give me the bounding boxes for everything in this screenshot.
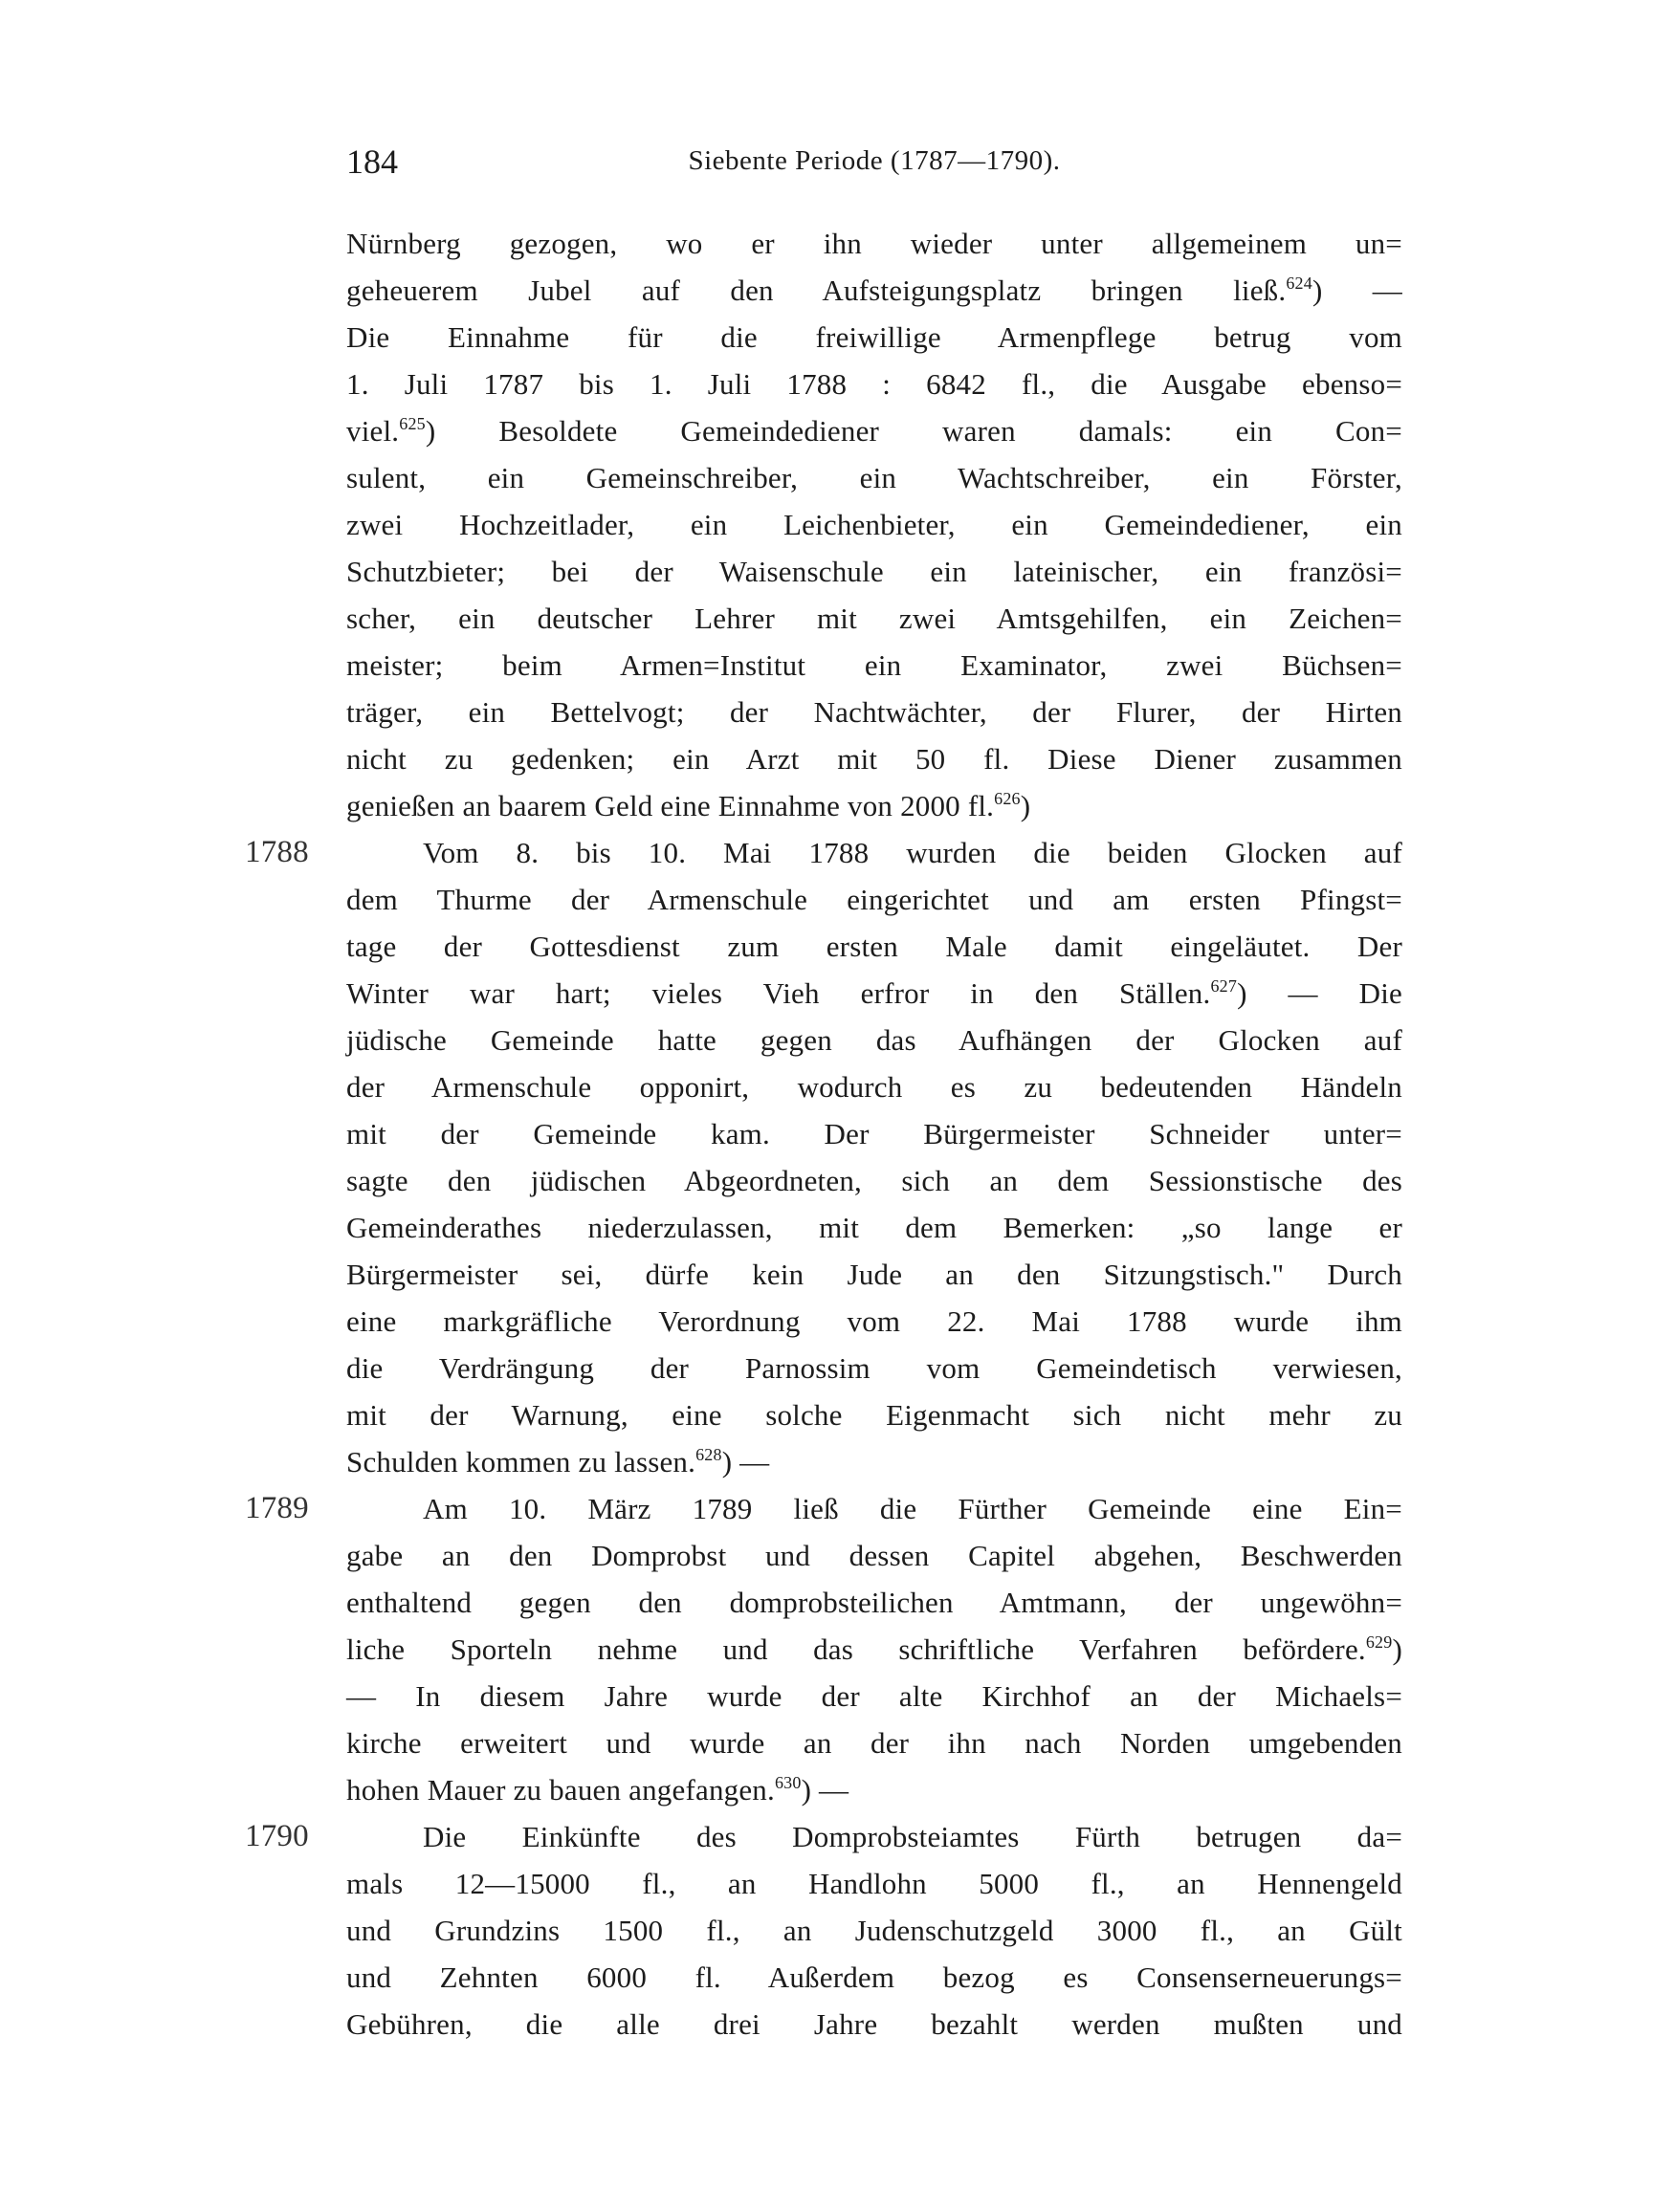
line-text: — In diesem Jahre wurde der alte Kirchhof an der Michaels=	[346, 1679, 1402, 1713]
line-text: liche Sporteln nehme und das schriftliche Verfahren befördere.	[346, 1632, 1366, 1666]
line-text: und Zehnten 6000 fl. Außerdem bezog es Consenserneuerungs=	[346, 1960, 1402, 1994]
line-text-after: ) —	[801, 1773, 849, 1807]
line-text: mals 12—15000 fl., an Handlohn 5000 fl., an Hennengeld	[346, 1867, 1402, 1900]
line-text: Die Einnahme für die freiwillige Armenpflege betrug vom	[346, 320, 1402, 354]
line-text: geheuerem Jubel auf den Aufsteigungsplatz bringen ließ.	[346, 274, 1287, 307]
line-text-after: ) — Die	[1237, 976, 1402, 1010]
line-text: mit der Gemeinde kam. Der Bürgermeister Schneider unter=	[346, 1117, 1402, 1150]
line-text: dem Thurme der Armenschule eingerichtet und am ersten Pfingst=	[346, 883, 1402, 916]
line-text: genießen an baarem Geld eine Einnahme von 2000 fl.	[346, 789, 995, 822]
page-header	[346, 142, 1402, 189]
text-line	[346, 1532, 1402, 1579]
line-text: Schutzbieter; bei der Waisenschule ein lateinischer, ein französi=	[346, 555, 1402, 588]
line-text: Gebühren, die alle drei Jahre bezahlt werden mußten und	[346, 2007, 1402, 2041]
footnote-ref: 626	[994, 789, 1021, 808]
line-text-after: )	[1020, 789, 1031, 822]
text-line	[346, 1251, 1402, 1298]
text-line	[346, 1954, 1402, 2001]
text-line	[346, 267, 1402, 314]
line-text: hohen Mauer zu bauen angefangen.	[346, 1773, 775, 1807]
text-line	[346, 501, 1402, 548]
text-line	[346, 1766, 1402, 1813]
text-line	[346, 1298, 1402, 1345]
text-line	[346, 595, 1402, 642]
footnote-ref: 627	[1210, 976, 1238, 996]
footnote-ref: 625	[399, 414, 426, 433]
text-line	[346, 1579, 1402, 1626]
footnote-ref: 628	[695, 1445, 722, 1464]
text-line	[346, 548, 1402, 595]
line-text: Winter war hart; vieles Vieh erfror in den Ställen.	[346, 976, 1211, 1010]
line-text-after: ) —	[721, 1445, 770, 1478]
line-text: kirche erweitert und wurde an der ihn nach Norden umgebenden	[346, 1726, 1402, 1760]
text-line	[346, 1907, 1402, 1954]
text-line	[346, 876, 1402, 923]
text-line	[346, 1673, 1402, 1719]
line-text: sagte den jüdischen Abgeordneten, sich an dem Sessionstische des	[346, 1164, 1402, 1197]
line-text: und Grundzins 1500 fl., an Judenschutzgeld 3000 fl., an Gült	[346, 1914, 1402, 1947]
line-text: Nürnberg gezogen, wo er ihn wieder unter allgemeinem un=	[346, 227, 1402, 260]
line-text: scher, ein deutscher Lehrer mit zwei Amtsgehilfen, ein Zeichen=	[346, 602, 1402, 635]
running-head: Siebente Periode (1787—1790).	[688, 145, 1061, 176]
text-line	[346, 1391, 1402, 1438]
line-text-after: )	[1392, 1632, 1402, 1666]
text-line	[346, 1345, 1402, 1391]
line-text: meister; beim Armen=Institut ein Examinator, zwei Büchsen=	[346, 648, 1402, 682]
margin-year: 1788	[245, 835, 309, 869]
text-line	[245, 1485, 1402, 1532]
text-body	[245, 220, 1402, 2048]
text-line	[346, 923, 1402, 970]
line-text: mit der Warnung, eine solche Eigenmacht sich nicht mehr zu	[346, 1398, 1402, 1432]
line-text: sulent, ein Gemeinschreiber, ein Wachtschreiber, ein Förster,	[346, 461, 1402, 494]
line-text: eine markgräfliche Verordnung vom 22. Mai 1788 wurde ihm	[346, 1304, 1402, 1338]
text-line	[346, 361, 1402, 407]
line-text: jüdische Gemeinde hatte gegen das Aufhängen der Glocken auf	[346, 1023, 1402, 1057]
text-line	[346, 1017, 1402, 1063]
text-line	[346, 970, 1402, 1017]
line-text: Am 10. März 1789 ließ die Fürther Gemeinde eine Ein=	[423, 1492, 1402, 1525]
text-line	[346, 1204, 1402, 1251]
text-line	[346, 454, 1402, 501]
footnote-ref: 629	[1365, 1632, 1393, 1652]
text-line	[245, 829, 1402, 876]
text-line	[346, 735, 1402, 782]
text-line	[346, 1438, 1402, 1485]
line-text: die Verdrängung der Parnossim vom Gemeindetisch verwiesen,	[346, 1351, 1402, 1385]
text-line	[346, 689, 1402, 735]
line-text: Die Einkünfte des Domprobsteiamtes Fürth betrugen da=	[423, 1820, 1402, 1853]
margin-year: 1789	[245, 1491, 309, 1525]
line-text-after: ) Besoldete Gemeindediener waren damals: ein Con=	[425, 414, 1402, 448]
line-text-after: ) —	[1311, 274, 1402, 307]
text-line	[346, 1063, 1402, 1110]
line-text: zwei Hochzeitlader, ein Leichenbieter, ein Gemeindediener, ein	[346, 508, 1402, 541]
line-text: 1. Juli 1787 bis 1. Juli 1788 : 6842 fl., die Ausgabe ebenso=	[346, 367, 1402, 401]
line-text: Vom 8. bis 10. Mai 1788 wurden die beiden Glocken auf	[423, 836, 1402, 869]
line-text: träger, ein Bettelvogt; der Nachtwächter, der Flurer, der Hirten	[346, 695, 1402, 729]
text-line	[346, 1719, 1402, 1766]
line-text: Bürgermeister sei, dürfe kein Jude an den Sitzungstisch." Durch	[346, 1258, 1402, 1291]
line-text: tage der Gottesdienst zum ersten Male damit eingeläutet. Der	[346, 930, 1402, 963]
text-line	[346, 1626, 1402, 1673]
text-line	[245, 1813, 1402, 1860]
footnote-ref: 630	[774, 1773, 802, 1792]
line-text: Schulden kommen zu lassen.	[346, 1445, 696, 1478]
line-text: viel.	[346, 414, 400, 448]
text-line	[346, 1157, 1402, 1204]
line-text: Gemeinderathes niederzulassen, mit dem Bemerken: „so lange er	[346, 1211, 1402, 1244]
text-line	[346, 2001, 1402, 2048]
text-line	[346, 1860, 1402, 1907]
line-text: nicht zu gedenken; ein Arzt mit 50 fl. Diese Diener zusammen	[346, 742, 1402, 776]
page-number: 184	[346, 142, 398, 181]
margin-year: 1790	[245, 1819, 309, 1853]
footnote-ref: 624	[1286, 274, 1312, 293]
text-line	[346, 642, 1402, 689]
line-text: enthaltend gegen den domprobsteilichen Amtmann, der ungewöhn=	[346, 1586, 1402, 1619]
text-line	[346, 220, 1402, 267]
text-line	[346, 782, 1402, 829]
line-text: der Armenschule opponirt, wodurch es zu bedeutenden Händeln	[346, 1070, 1402, 1104]
text-line	[346, 314, 1402, 361]
line-text: gabe an den Domprobst und dessen Capitel abgehen, Beschwerden	[346, 1539, 1402, 1572]
text-line	[346, 407, 1402, 454]
text-line	[346, 1110, 1402, 1157]
